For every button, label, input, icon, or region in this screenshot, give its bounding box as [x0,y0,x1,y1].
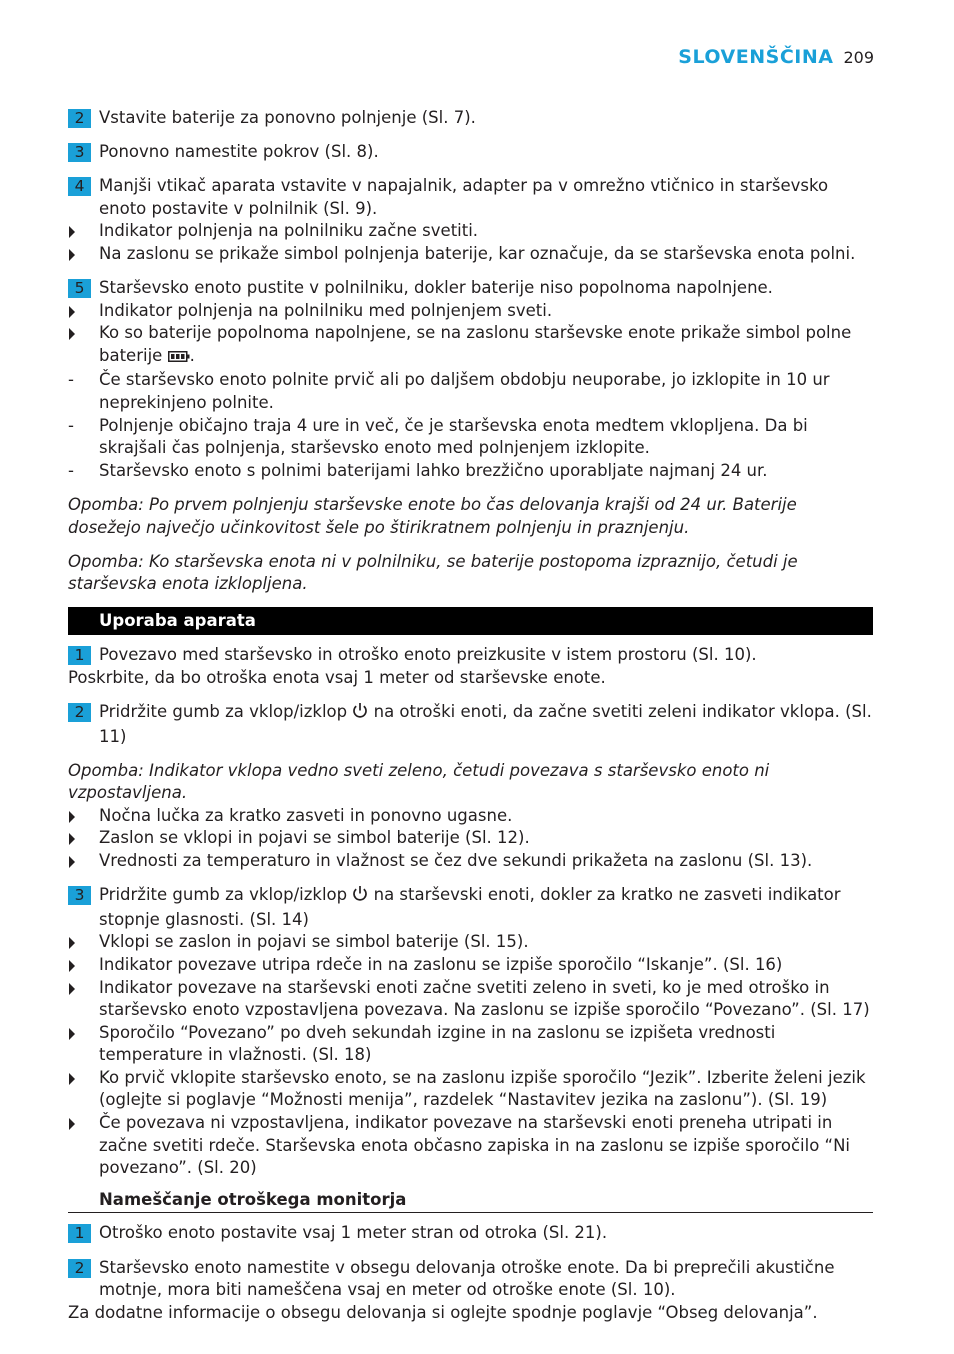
dash-text: Starševsko enoto s polnimi baterijami lahko brezžično uporabljate najmanj 24 ur. [99,460,768,480]
bullet-text: Nočna lučka za kratko zasveti in ponovno ugasne. [99,805,513,825]
step-number: 3 [68,886,91,905]
step-item [68,107,873,130]
paragraph: Za dodatne informacije o obsegu delovanja si oglejte spodnje poglavje “Obseg delovanja”. [68,1302,818,1322]
step-text: Vstavite baterije za ponovno polnjenje (Sl. 7). [99,108,476,127]
bullet-item [68,1067,873,1112]
bullet-text: Indikator povezave na starševski enoti začne svetiti zeleno in sveti, ko je med otroško in starševsko enoto vzpostavljena povezava. Na zaslonu se izpiše sporočilo “Povezano”. (Sl. 17) [99,977,870,1020]
page-header [678,46,874,68]
bullet-text: Indikator polnjenja na polnilniku začne svetiti. [99,221,479,241]
bullet-text: Sporočilo “Povezano” po dveh sekundah izgine in na zaslonu se izpišeta vrednosti temperature in vlažnosti. (Sl. 18) [99,1022,776,1065]
step-text-end: na starševski enoti, dokler za kratko ne zasveti indikator stopnje glasnosti. (Sl. 14) [99,885,841,929]
triangle-bullet-icon [69,1118,75,1130]
bullet-item [68,805,873,828]
section-heading: Uporaba aparata [68,607,873,635]
step-item [68,141,873,164]
triangle-bullet-icon [69,937,75,949]
step-number: 1 [68,1224,91,1243]
paragraph: Poskrbite, da bo otroška enota vsaj 1 meter od starševske enote. [68,667,606,687]
step-number: 2 [68,109,91,128]
step-text: Starševsko enoto pustite v polnilniku, dokler baterije niso popolnoma napolnjene. [99,278,773,298]
note-paragraph: Opomba: Indikator vklopa vedno sveti zeleno, četudi povezava s starševsko enoto ni vzpostavljena. [68,760,770,803]
step-text: Otroško enoto postavite vsaj 1 meter stran od otroka (Sl. 21). [99,1223,608,1243]
bullet-text: Če povezava ni vzpostavljena, indikator povezave na starševski enoti preneha utripati in začne svetiti rdeče. Starševska enota občasno zapiska in na zaslonu se izpiše sporočilo “Ni povezano”. (Sl. 20) [99,1113,851,1178]
bullet-item [68,1112,873,1180]
dash-text: Polnjenje običajno traja 4 ure in več, če je starševska enota medtem vklopljena. Da bi skrajšali čas polnjenja, starševsko enoto med polnjenjem izklopite. [99,415,808,458]
dash-marker: - [68,415,74,435]
triangle-bullet-icon [69,249,75,261]
dash-item [68,460,873,483]
triangle-bullet-icon [69,226,75,238]
step-number: 4 [68,177,91,196]
step-text: Povezavo med starševsko in otroško enoto preizkusite v istem prostoru (Sl. 10). [99,645,757,665]
bullet-text: Indikator povezave utripa rdeče in na zaslonu se izpiše sporočilo “Iskanje”. (Sl. 16) [99,954,783,974]
step-number: 2 [68,1259,91,1278]
language-label: SLOVENŠČINA [678,46,834,68]
dash-item [68,415,873,460]
step-item [68,701,873,748]
bullet-item [68,1022,873,1067]
bullet-text: Na zaslonu se prikaže simbol polnjenja baterije, kar označuje, da se starševska enota polni. [99,243,856,263]
bullet-item [68,322,873,369]
step-text: Manjši vtikač aparata vstavite v napajalnik, adapter pa v omrežno vtičnico in starševsko enoto postavite v polnilnik (Sl. 9). [99,176,829,218]
bullet-text: Vklopi se zaslon in pojavi se simbol baterije (Sl. 15). [99,932,529,952]
step-text: Starševsko enoto namestite v obsegu delovanja otroške enote. Da bi preprečili akustične motnje, mora biti nameščena vsaj en meter od otroške enote (Sl. 10). [99,1257,835,1300]
dash-text: Če starševsko enoto polnite prvič ali po daljšem obdobju neuporabe, jo izklopite in 10 ur neprekinjeno polnite. [99,370,830,413]
step-number: 2 [68,703,91,722]
step-text: Ponovno namestite pokrov (Sl. 8). [99,142,379,162]
bullet-item [68,850,873,873]
step-number: 3 [68,143,91,162]
triangle-bullet-icon [69,1073,75,1085]
bullet-text: Vrednosti za temperaturo in vlažnost se čez dve sekundi prikažeta na zaslonu (Sl. 13). [99,851,813,871]
bullet-item [68,977,873,1022]
step-number: 5 [68,279,91,298]
step-item [68,175,873,220]
step-item [68,1257,873,1302]
bullet-text: Zaslon se vklopi in pojavi se simbol baterije (Sl. 12). [99,828,530,848]
step-item [68,644,873,667]
triangle-bullet-icon [69,306,75,318]
step-text-end: na otroški enoti, da začne svetiti zeleni indikator vklopa. (Sl. 11) [99,701,872,746]
bullet-item [68,243,873,266]
triangle-bullet-icon [69,328,75,340]
bullet-text: Ko prvič vklopite starševsko enoto, se na zaslonu izpiše sporočilo “Jezik”. Izberite želeni jezik (oglejte si poglavje “Možnosti menija”, razdelek “Nastavitev jezika na zaslonu”). (Sl. 19) [99,1067,866,1110]
step-text: Pridržite gumb za vklop/izklop [99,701,353,721]
step-text: Pridržite gumb za vklop/izklop [99,885,353,905]
triangle-bullet-icon [69,1028,75,1040]
step-item [68,884,873,931]
triangle-bullet-icon [69,983,75,995]
dash-marker: - [68,370,74,390]
triangle-bullet-icon [69,960,75,972]
dash-marker: - [68,460,74,480]
subsection-heading: Nameščanje otroškega monitorja [68,1189,873,1214]
dash-item [68,369,873,414]
step-item [68,1222,873,1245]
bullet-item [68,827,873,850]
bullet-item [68,300,873,323]
bullet-item [68,954,873,977]
bullet-item [68,931,873,954]
triangle-bullet-icon [69,833,75,845]
bullet-text: Indikator polnjenja na polnilniku med polnjenjem sveti. [99,300,553,320]
note-paragraph: Opomba: Ko starševska enota ni v polnilniku, se baterije postopoma izpraznijo, četudi je starševska enota izklopljena. [68,551,798,594]
note-paragraph: Opomba: Po prvem polnjenju starševske enote bo čas delovanja krajši od 24 ur. Baterije dosežejo največjo učinkovitost šele po štirikratnem polnjenju in praznjenju. [68,494,797,537]
step-item [68,277,873,300]
document-body [68,107,873,1324]
bullet-item [68,220,873,243]
page-number: 209 [843,48,874,67]
power-icon [352,885,368,909]
step-number: 1 [68,646,91,665]
battery-full-icon [168,347,190,370]
triangle-bullet-icon [69,856,75,868]
power-icon [352,702,368,726]
triangle-bullet-icon [69,811,75,823]
bullet-text-end: . [189,345,195,365]
bullet-text: Ko so baterije popolnoma napolnjene, se na zaslonu starševske enote prikaže simbol polne baterije [99,323,852,365]
